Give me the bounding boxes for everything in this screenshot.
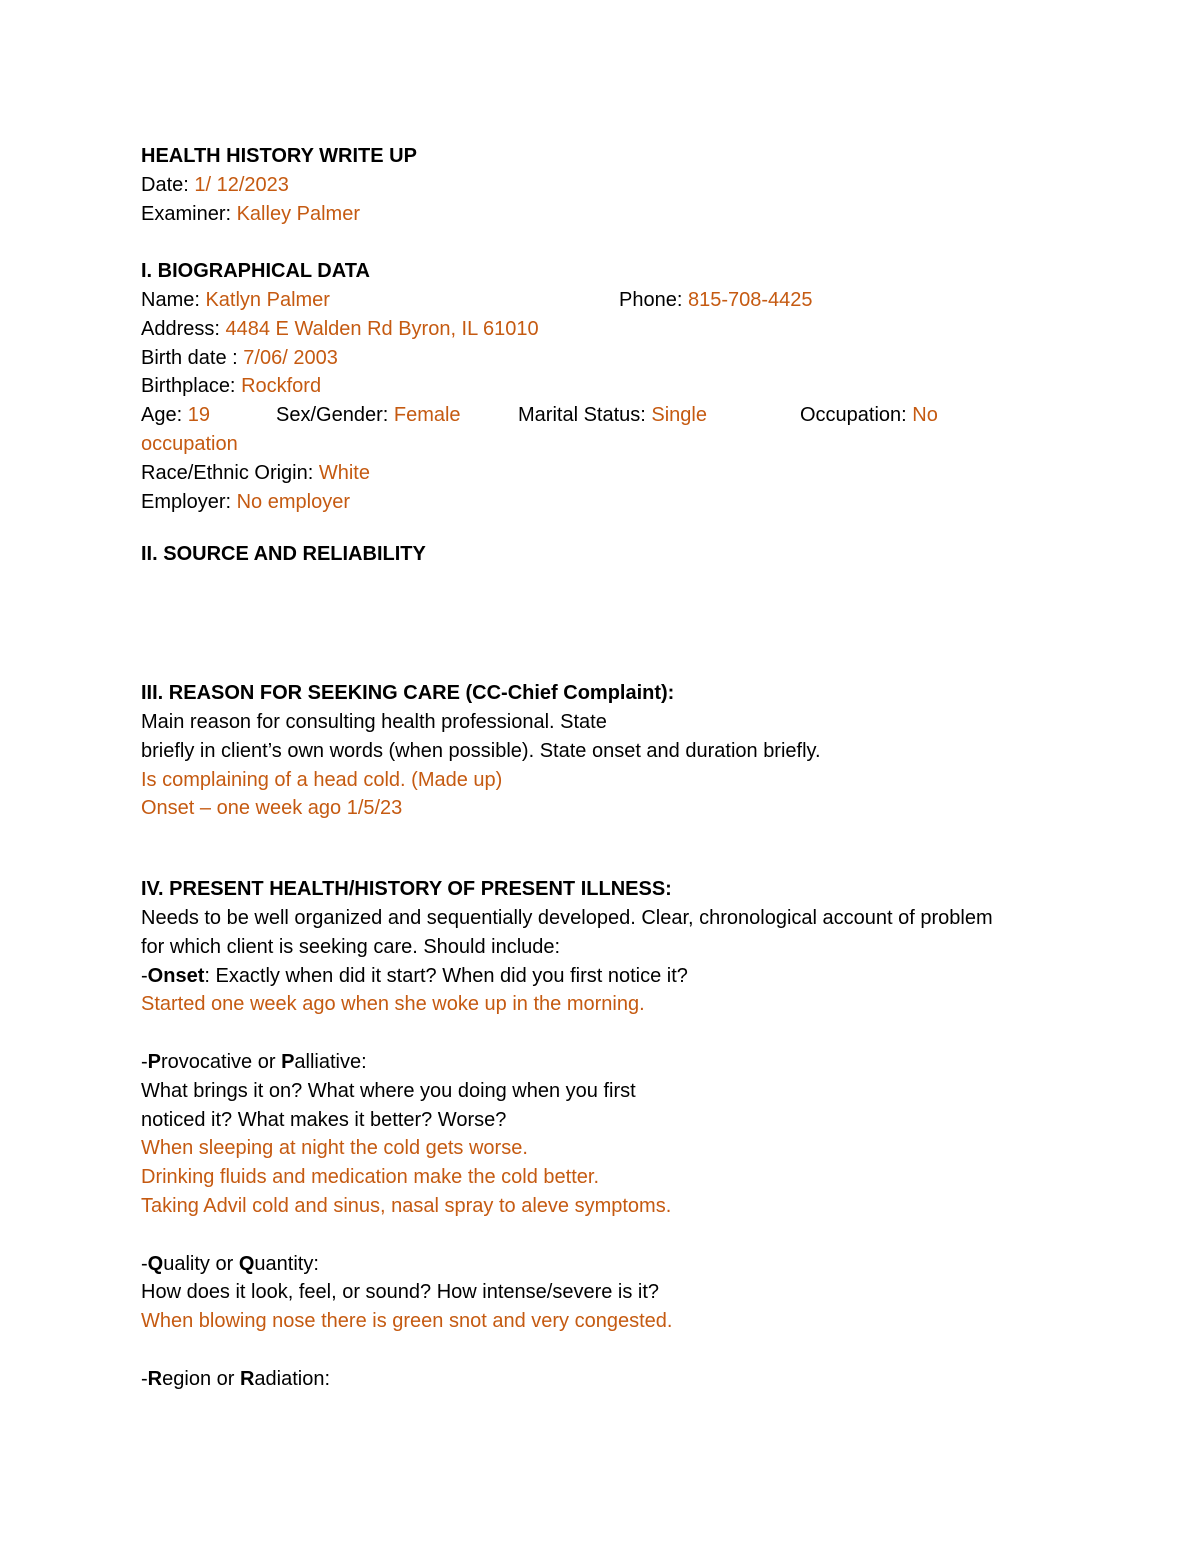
onset-question-row: [141, 962, 1081, 991]
employer-row: [141, 488, 1081, 517]
phone-label: Phone:: [619, 288, 683, 311]
birthdate-value: 7/06/ 2003: [243, 346, 338, 369]
section-present-health-heading: IV. PRESENT HEALTH/HISTORY OF PRESENT ILLNESS:: [141, 878, 672, 901]
occupation-label: Occupation:: [800, 404, 907, 427]
provocative-answer-1: When sleeping at night the cold gets worse.: [141, 1137, 528, 1160]
reason-instruction-1: Main reason for consulting health professional. State: [141, 710, 607, 733]
section-biographical-heading: I. BIOGRAPHICAL DATA: [141, 260, 370, 283]
address-label: Address:: [141, 317, 220, 340]
present-instruction-2: for which client is seeking care. Should include:: [141, 935, 561, 958]
birthplace-row: [141, 372, 1081, 401]
quality-label: uality or: [163, 1252, 239, 1275]
section-source-heading: II. SOURCE AND RELIABILITY: [141, 543, 426, 566]
address-value: 4484 E Walden Rd Byron, IL 61010: [225, 317, 539, 340]
occupation-value-line1: No: [912, 404, 938, 427]
examiner-label: Examiner:: [141, 202, 232, 225]
present-instruction-1: Needs to be well organized and sequentially developed. Clear, chronological account of problem: [141, 906, 993, 929]
radiation-label: adiation:: [254, 1367, 331, 1390]
phone-value: 815-708-4425: [687, 288, 813, 311]
palliative-label: alliative:: [294, 1050, 367, 1073]
date-label: Date:: [141, 173, 189, 196]
provocative-heading-row: [141, 1048, 1081, 1077]
sex-field: [276, 401, 461, 430]
quality-question-1: How does it look, feel, or sound? How intense/severe is it?: [141, 1281, 660, 1304]
employer-value: No employer: [236, 490, 350, 513]
provocative-prefix: -: [141, 1050, 148, 1073]
name-phone-row: [141, 286, 1081, 315]
marital-label: Marital Status:: [518, 404, 646, 427]
section-reason-heading: III. REASON FOR SEEKING CARE (CC-Chief Complaint):: [141, 682, 675, 705]
onset-answer: Started one week ago when she woke up in the morning.: [141, 993, 645, 1016]
marital-field: [518, 401, 707, 430]
reason-answer-1: Is complaining of a head cold. (Made up): [141, 768, 503, 791]
provocative-question-2: noticed it? What makes it better? Worse?: [141, 1108, 507, 1131]
birthplace-label: Birthplace:: [141, 375, 236, 398]
onset-label: Onset: [147, 964, 205, 987]
onset-prefix: -: [141, 964, 148, 987]
employer-label: Employer:: [141, 490, 232, 513]
examiner-value: Kalley Palmer: [236, 202, 360, 225]
region-r: R: [147, 1367, 163, 1390]
health-history-document: [141, 142, 1081, 1393]
age-value: 19: [187, 404, 210, 427]
date-row: [141, 171, 1081, 200]
sex-value: Female: [393, 404, 461, 427]
document-title: HEALTH HISTORY WRITE UP: [141, 145, 417, 167]
radiation-r: R: [239, 1367, 255, 1390]
onset-question: : Exactly when did it start? When did you first notice it?: [204, 964, 688, 987]
quality-answer-1: When blowing nose there is green snot and very congested.: [141, 1310, 673, 1333]
region-prefix: -: [141, 1367, 148, 1390]
provocative-label: rovocative or: [161, 1050, 282, 1073]
provocative-answer-3: Taking Advil cold and sinus, nasal spray to aleve symptoms.: [141, 1194, 672, 1217]
race-row: [141, 459, 1081, 488]
sex-label: Sex/Gender:: [276, 404, 389, 427]
age-label: Age:: [141, 404, 183, 427]
examiner-row: [141, 200, 1081, 229]
birthdate-label: Birth date :: [141, 346, 238, 369]
name-value: Katlyn Palmer: [205, 288, 330, 311]
region-label: egion or: [162, 1367, 240, 1390]
provocative-question-1: What brings it on? What where you doing when you first: [141, 1079, 636, 1102]
occupation-value-line2: occupation: [141, 432, 238, 455]
palliative-p: P: [281, 1050, 295, 1073]
age-field: [141, 401, 210, 430]
region-heading-row: [141, 1365, 1081, 1394]
quality-q: Q: [147, 1252, 164, 1275]
marital-value: Single: [651, 404, 707, 427]
occupation-field: [800, 401, 938, 430]
reason-answer-2: Onset – one week ago 1/5/23: [141, 797, 403, 820]
name-label: Name:: [141, 288, 200, 311]
date-value: 1/ 12/2023: [194, 173, 289, 196]
quality-heading-row: [141, 1250, 1081, 1279]
age-sex-marital-row: [141, 401, 1081, 430]
race-label: Race/Ethnic Origin:: [141, 461, 314, 484]
quantity-q: Q: [238, 1252, 255, 1275]
birthplace-value: Rockford: [241, 375, 322, 398]
address-row: [141, 315, 1081, 344]
provocative-p: P: [147, 1050, 162, 1073]
reason-instruction-2: briefly in client’s own words (when possible). State onset and duration briefly.: [141, 739, 821, 762]
race-value: White: [318, 461, 370, 484]
provocative-answer-2: Drinking fluids and medication make the cold better.: [141, 1166, 600, 1189]
birthdate-row: [141, 344, 1081, 373]
quantity-label: uantity:: [254, 1252, 319, 1275]
phone-field: [619, 286, 813, 315]
quality-prefix: -: [141, 1252, 148, 1275]
